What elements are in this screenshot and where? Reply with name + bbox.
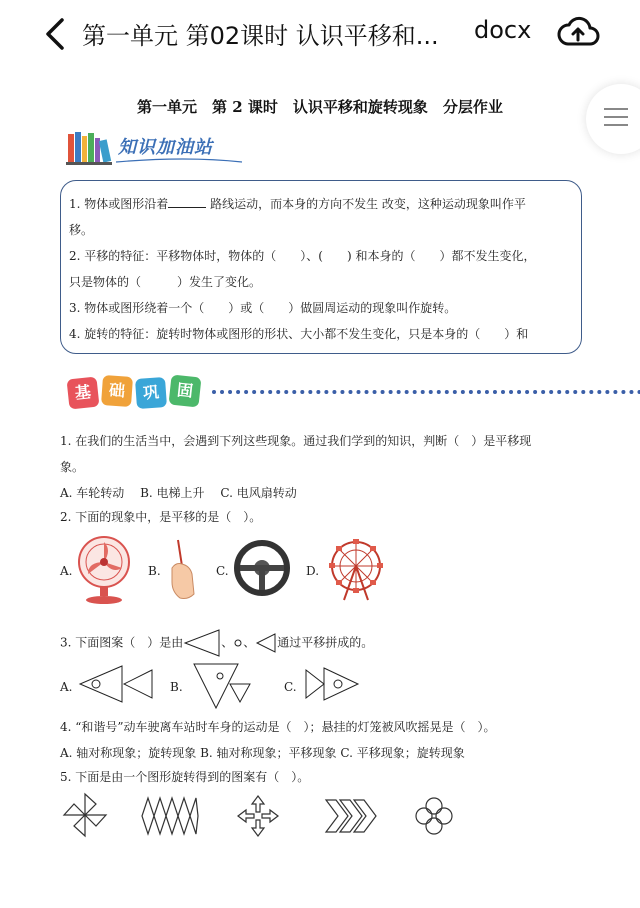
q3-option-b-figure [192, 662, 252, 710]
banner-underline [66, 128, 266, 168]
menu-button[interactable] [586, 84, 640, 154]
dotted-divider [212, 390, 640, 394]
knowledge-banner [66, 128, 266, 168]
question-1-options: A. 车轮转动 B. 电梯上升 C. 电风扇转动 [60, 486, 297, 500]
question-4: 4. “和谐号”动车驶离车站时车身的运动是（ ）；悬挂的灯笼被风吹摇晃是（ ）。 [60, 720, 496, 734]
knowledge-item-4: 4. 旋转的特征：旋转时物体或图形的形状、大小都不发生变化，只是本身的（ ）和 [69, 327, 529, 341]
question-2: 2. 下面的现象中，是平移的是（ ）。 [60, 510, 262, 524]
knowledge-banner-text: 知识加油站 [118, 137, 213, 158]
q5-chevrons-figure [324, 798, 378, 834]
banner-tile: 础 [101, 375, 133, 407]
small-triangle-shape-icon [255, 632, 277, 654]
q2-option-c: C. [216, 564, 229, 578]
knowledge-item-1b: 移。 [69, 223, 94, 237]
q3-option-a: A. [60, 680, 73, 694]
knowledge-item-1: 1. 物体或图形沿着 路线运动，而本身的方向不发生 改变，这种运动现象叫作平 [69, 197, 526, 211]
file-extension: docx [474, 16, 532, 44]
q3-option-a-figure [78, 664, 154, 704]
page-title: 第一单元 第 2 课时 认识平移和旋转现象 分层作业 [137, 98, 503, 116]
back-chevron-icon[interactable] [38, 14, 72, 54]
q2-option-d: D. [306, 564, 320, 578]
ferris-wheel-image [326, 538, 386, 602]
question-1: 1. 在我们的生活当中，会遇到下列这些现象。通过我们学到的知识，判断（ ）是平移现 [60, 434, 532, 448]
knowledge-item-2b: 只是物体的（ ）发生了变化。 [69, 275, 262, 289]
basics-banner [60, 372, 600, 412]
top-bar [0, 0, 640, 68]
circle-shape-icon [233, 638, 243, 648]
banner-tile: 基 [67, 377, 100, 410]
question-5: 5. 下面是由一个图形旋转得到的图案有（ ）。 [60, 770, 310, 784]
q5-clover-figure [414, 796, 454, 836]
hand-pen-image [164, 538, 204, 602]
q2-option-a: A. [60, 564, 73, 578]
document-title: 第一单元 第02课时 认识平移和... [82, 22, 439, 50]
q3-option-b: B. [170, 680, 183, 694]
banner-tile: 固 [169, 375, 202, 408]
cloud-upload-icon[interactable] [556, 12, 600, 52]
question-4-options: A. 轴对称现象；旋转现象 B. 轴对称现象；平移现象 C. 平移现象；旋转现象 [60, 746, 465, 760]
steering-wheel-image [234, 540, 290, 596]
q3-option-c: C. [284, 680, 297, 694]
q5-pinwheel-figure [62, 792, 108, 838]
question-1-cont: 象。 [60, 460, 85, 474]
q2-option-b: B. [148, 564, 161, 578]
q5-arrows-figure [236, 794, 280, 838]
fan-image [76, 534, 132, 606]
knowledge-item-3: 3. 物体或图形绕着一个（ ）或（ ）做圆周运动的现象叫作旋转。 [69, 301, 457, 315]
triangle-shape-icon [183, 628, 221, 658]
q3-option-c-figure [304, 664, 360, 704]
question-3: 3. 下面图案（ ）是由 、 、 通过平移拼成的。 [60, 628, 373, 658]
knowledge-box [60, 180, 582, 354]
q5-zigzag-figure [140, 796, 200, 836]
knowledge-item-2: 2. 平移的特征：平移物体时，物体的（ ）、( ) 和本身的（ ）都不发生变化， [69, 249, 536, 263]
banner-tile: 巩 [135, 377, 167, 409]
